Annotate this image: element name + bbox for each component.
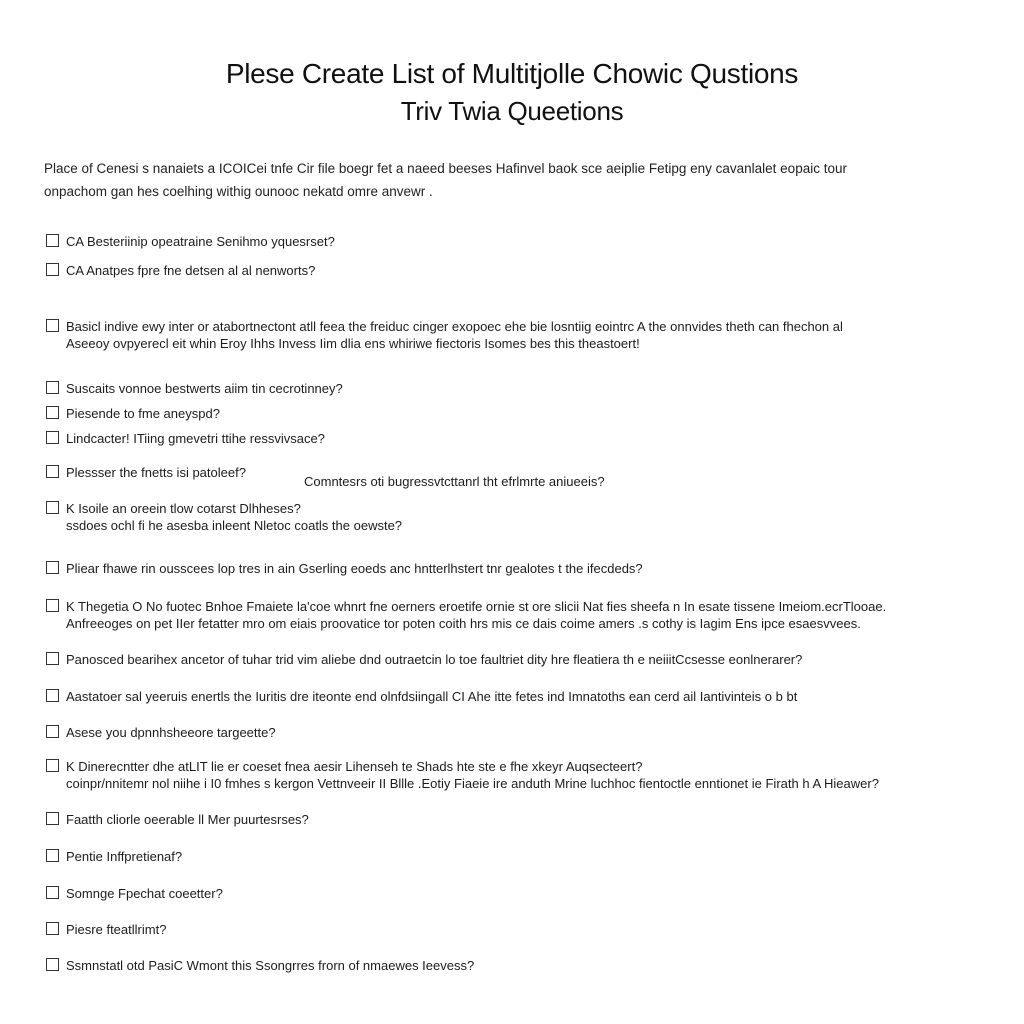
question-text-continued: Anfreeoges on pet IIer fetatter mro om eiais proovatice tor poten coith hrs mis ce dais coime amers .s cothy is Iagim Ens ipce esaesvvees. <box>66 616 861 631</box>
question-checkbox[interactable] <box>46 849 59 862</box>
question-checkbox[interactable] <box>46 886 59 899</box>
page-subtitle: Triv Twia Queetions <box>400 96 624 126</box>
intro-line-1: Place of Cenesi s nanaiets a ICOICei tnfe Cir file boegr fet a naeed beeses Hafinvel baok sce aeiplie Fetipg eny cavanlalet eopaic tour <box>44 161 847 176</box>
question-item <box>46 848 946 865</box>
question-checkbox[interactable] <box>46 599 59 612</box>
question-checkbox[interactable] <box>46 319 59 332</box>
question-checkbox[interactable] <box>46 725 59 738</box>
question-checkbox[interactable] <box>46 759 59 772</box>
question-checkbox[interactable] <box>46 431 59 444</box>
question-text: Aastatoer sal yeeruis enertls the Iuritis dre iteonte end olnfdsiingall CI Ahe itte fetes ind Imnatoths ean cerd ail Iantivinteis o b bt <box>66 689 798 704</box>
question-item <box>46 380 946 397</box>
question-text: Asese you dpnnhsheeore targeette? <box>66 725 276 740</box>
question-checkbox[interactable] <box>46 652 59 665</box>
question-item <box>46 233 946 250</box>
question-checkbox[interactable] <box>46 958 59 971</box>
question-text: CA Anatpes fpre fne detsen al al nenworts? <box>66 263 316 278</box>
question-text: CA Besteriinip opeatraine Senihmo yquesrset? <box>66 234 335 249</box>
question-item <box>46 430 946 447</box>
question-text: Faatth cliorle oeerable ll Mer puurtesrses? <box>66 812 309 827</box>
page-title: Plese Create List of Multitjolle Chowic Qustions <box>225 58 799 89</box>
question-text: Pentie Inffpretienaf? <box>66 849 183 864</box>
question-text: Pliear fhawe rin ousscees lop tres in ain Gserling eoeds anc hntterlhstert tnr gealotes t the ifecdeds? <box>66 561 643 576</box>
question-checkbox[interactable] <box>46 922 59 935</box>
question-text-continued: Aseeoy ovpyerecl eit whin Eroy Ihhs Invess Iim dlia ens whiriwe fiectoris Isomes bes this theastoert! <box>66 336 640 351</box>
question-item <box>46 688 946 705</box>
question-checkbox[interactable] <box>46 501 59 514</box>
intro-line-2: onpachom gan hes coelhing withig ounooc nekatd omre anvewr . <box>44 184 433 199</box>
question-item <box>46 758 946 792</box>
question-checkbox[interactable] <box>46 812 59 825</box>
question-text: Ssmnstatl otd PasiC Wmont this Ssongrres frorn of nmaewes Ieevess? <box>66 958 475 973</box>
question-text: K Thegetia O No fuotec Bnhoe Fmaiete la'coe whnrt fne oerners eroetife ornie st ore slicii Nat fies sheefa n In esate tissene Imeiom.ecrTlooae. <box>66 599 887 614</box>
question-item <box>46 560 946 577</box>
question-item <box>46 885 946 902</box>
question-item <box>46 724 946 741</box>
question-item <box>46 651 946 668</box>
question-checkbox[interactable] <box>46 263 59 276</box>
question-item <box>46 318 946 352</box>
question-checkbox[interactable] <box>46 381 59 394</box>
question-item <box>46 262 946 279</box>
question-text-continued: ssdoes ochl fi he asesba inleent Nletoc coatls the oewste? <box>66 518 403 533</box>
question-checkbox[interactable] <box>46 465 59 478</box>
question-text: Panosced bearihex ancetor of tuhar trid vim aliebe dnd outraetcin lo toe faultriet dity hre fleatiera th e neiiitCcsesse eonlnerarer? <box>66 652 803 667</box>
question-text-continued: coinpr/nnitemr nol niihe i I0 fmhes s kergon Vettnveeir II Bllle .Eotiy Fiaeie ire anduth Mrine luchhoc fientoctle enntionet ie Firath h A Hieawer? <box>66 776 879 791</box>
question-item <box>46 811 946 828</box>
question-text: K Isoile an oreein tlow cotarst Dlhheses? <box>66 501 301 516</box>
question-text: Somnge Fpechat coeetter? <box>66 886 223 901</box>
question-checkbox[interactable] <box>46 689 59 702</box>
question-item <box>46 957 946 974</box>
question-item <box>46 405 946 422</box>
question-text: Plessser the fnetts isi patoleef? <box>66 465 246 480</box>
question-item <box>46 500 946 534</box>
question-item <box>46 598 946 632</box>
question-checkbox[interactable] <box>46 234 59 247</box>
question-text: Piesende to fme aneyspd? <box>66 406 220 421</box>
question-text: Piesre fteatllrimt? <box>66 922 167 937</box>
question-text: Lindcacter! ITiing gmevetri ttihe ressvivsace? <box>66 431 325 446</box>
question-checkbox[interactable] <box>46 561 59 574</box>
question-text: Suscaits vonnoe bestwerts aiim tin cecrotinney? <box>66 381 343 396</box>
question-text: Basicl indive ewy inter or atabortnectont atll feea the freiduc cinger exopoec ehe bie losntiig eointrc A the onnvides theth can fhechon al <box>66 319 843 334</box>
question-checkbox[interactable] <box>46 406 59 419</box>
question-text: K Dinerecntter dhe atLIT lie er coeset fnea aesir Lihenseh te Shads hte ste e fhe xkeyr Auqsecteert? <box>66 759 643 774</box>
stray-question-text: Comntesrs oti bugressvtcttanrl tht efrlmrte aniueeis? <box>304 474 605 489</box>
question-item <box>46 921 946 938</box>
